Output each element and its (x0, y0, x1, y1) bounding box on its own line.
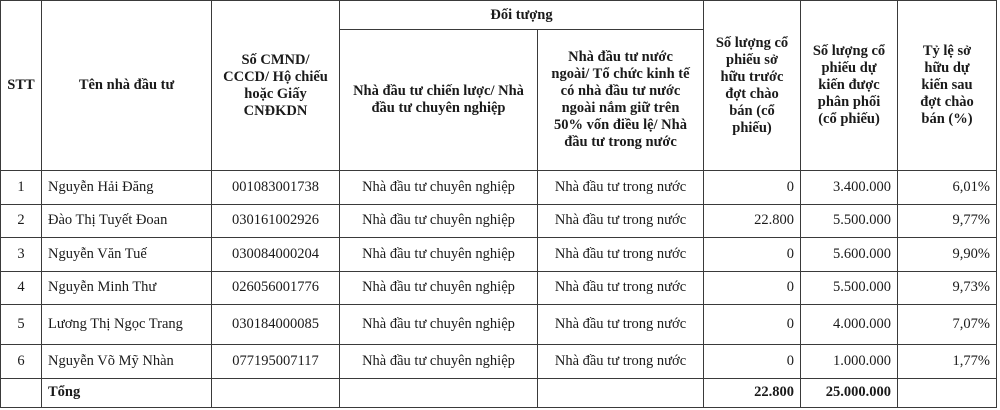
table-row (1, 305, 997, 345)
header-shares-before: Số lượng cổ phiếu sở hữu trước đợt chào bán (cổ phiếu) (704, 1, 801, 171)
cell-stt: 6 (1, 345, 42, 379)
cell-ownership-ratio: 9,77% (898, 204, 997, 238)
cell-strategic: Nhà đầu tư chuyên nghiệp (340, 305, 538, 345)
cell-ownership-ratio: 9,73% (898, 271, 997, 305)
cell-id-number: 001083001738 (212, 171, 340, 205)
cell-ownership-ratio: 1,77% (898, 345, 997, 379)
cell-shares-before: 0 (704, 271, 801, 305)
cell-id-number: 026056001776 (212, 271, 340, 305)
cell-shares-before: 22.800 (704, 204, 801, 238)
cell-ownership-ratio: 9,90% (898, 238, 997, 272)
cell-strategic: Nhà đầu tư chuyên nghiệp (340, 238, 538, 272)
cell-domestic: Nhà đầu tư trong nước (538, 271, 704, 305)
cell-total-empty (1, 378, 42, 407)
cell-investor-name: Nguyễn Văn Tuế (42, 238, 212, 272)
table-body (1, 171, 997, 408)
cell-domestic: Nhà đầu tư trong nước (538, 204, 704, 238)
cell-investor-name: Lương Thị Ngọc Trang (42, 305, 212, 345)
cell-stt: 5 (1, 305, 42, 345)
cell-id-number: 030084000204 (212, 238, 340, 272)
cell-domestic: Nhà đầu tư trong nước (538, 238, 704, 272)
cell-id-number: 030184000085 (212, 305, 340, 345)
cell-shares-expected: 4.000.000 (801, 305, 898, 345)
cell-shares-expected: 5.500.000 (801, 204, 898, 238)
cell-shares-before: 0 (704, 238, 801, 272)
cell-id-number: 077195007117 (212, 345, 340, 379)
cell-shares-expected: 5.500.000 (801, 271, 898, 305)
cell-domestic: Nhà đầu tư trong nước (538, 305, 704, 345)
cell-ownership-ratio: 7,07% (898, 305, 997, 345)
cell-strategic: Nhà đầu tư chuyên nghiệp (340, 271, 538, 305)
header-strategic-professional: Nhà đầu tư chiến lược/ Nhà đầu tư chuyên nghiệp (340, 30, 538, 171)
cell-domestic: Nhà đầu tư trong nước (538, 345, 704, 379)
header-target-group: Đối tượng (340, 1, 704, 30)
table-row (1, 171, 997, 205)
cell-investor-name: Nguyễn Minh Thư (42, 271, 212, 305)
header-shares-expected: Số lượng cổ phiếu dự kiến được phân phối (cổ phiếu) (801, 1, 898, 171)
header-foreign-domestic: Nhà đầu tư nước ngoài/ Tổ chức kinh tế có nhà đầu tư nước ngoài nắm giữ trên 50% vốn điều lệ/ Nhà đầu tư trong nước (538, 30, 704, 171)
cell-investor-name: Đào Thị Tuyết Đoan (42, 204, 212, 238)
cell-shares-expected: 3.400.000 (801, 171, 898, 205)
cell-total-empty (340, 378, 538, 407)
cell-strategic: Nhà đầu tư chuyên nghiệp (340, 171, 538, 205)
cell-investor-name: Nguyễn Võ Mỹ Nhàn (42, 345, 212, 379)
header-id-number: Số CMND/ CCCD/ Hộ chiếu hoặc Giấy CNĐKDN (212, 1, 340, 171)
table-row (1, 345, 997, 379)
cell-strategic: Nhà đầu tư chuyên nghiệp (340, 204, 538, 238)
total-shares-before: 22.800 (704, 378, 801, 407)
cell-stt: 2 (1, 204, 42, 238)
cell-shares-expected: 5.600.000 (801, 238, 898, 272)
cell-shares-before: 0 (704, 171, 801, 205)
cell-total-empty (212, 378, 340, 407)
cell-strategic: Nhà đầu tư chuyên nghiệp (340, 345, 538, 379)
cell-stt: 4 (1, 271, 42, 305)
cell-stt: 3 (1, 238, 42, 272)
table-header (1, 1, 997, 171)
cell-total-empty (898, 378, 997, 407)
total-row (1, 378, 997, 407)
cell-domestic: Nhà đầu tư trong nước (538, 171, 704, 205)
cell-shares-expected: 1.000.000 (801, 345, 898, 379)
total-label: Tổng (42, 378, 212, 407)
table-row (1, 204, 997, 238)
cell-shares-before: 0 (704, 345, 801, 379)
table-row (1, 238, 997, 272)
header-stt: STT (1, 1, 42, 171)
cell-ownership-ratio: 6,01% (898, 171, 997, 205)
header-investor-name: Tên nhà đầu tư (42, 1, 212, 171)
table-row (1, 271, 997, 305)
header-ownership-after: Tỷ lệ sở hữu dự kiến sau đợt chào bán (%) (898, 1, 997, 171)
cell-id-number: 030161002926 (212, 204, 340, 238)
cell-stt: 1 (1, 171, 42, 205)
cell-total-empty (538, 378, 704, 407)
total-shares-expected: 25.000.000 (801, 378, 898, 407)
cell-shares-before: 0 (704, 305, 801, 345)
cell-investor-name: Nguyễn Hải Đăng (42, 171, 212, 205)
